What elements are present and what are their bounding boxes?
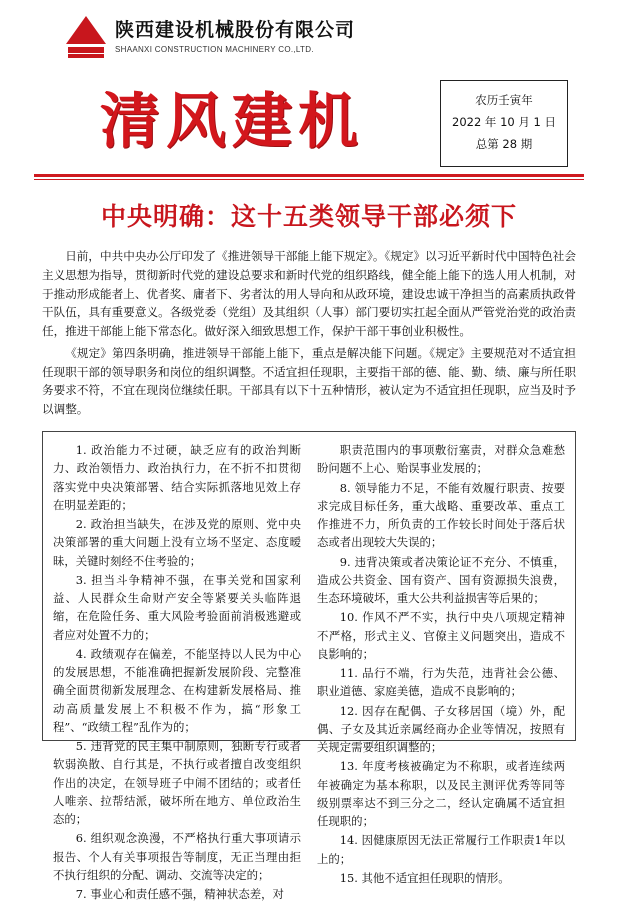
issue-date: 2022 年 10 月 1 日: [452, 114, 556, 129]
provision-item: 2. 政治担当缺失，在涉及党的原则、党中央决策部署的重大问题上没有立场不坚定、态度暧昧，关键时刻经不住考验的；: [53, 517, 301, 568]
divider-thin: [34, 179, 584, 180]
provision-item: 7. 事业心和责任感不强，精神状态差，对: [75, 887, 284, 902]
provision-item: 13. 年度考核被确定为不称职，或者连续两年被确定为基本称职，以及民主测评优秀等同等级别票率达不到三分之二，经认定确属不适宜担任现职的；: [317, 759, 565, 829]
provisions-box: [42, 431, 576, 902]
provisions-left-column: [53, 441, 301, 902]
provision-item: 1. 政治能力不过硬，缺乏应有的政治判断力、政治领悟力、政治执行力，在不折不扣贯彻落实党中央决策部署、结合实际抓落地见效上存在明显差距的；: [53, 443, 301, 512]
lead-paragraph: 日前，中共中央办公厅印发了《推进领导干部能上能下规定》。《规定》以习近平新时代中国特色社会主义思想为指导，贯彻新时代党的建设总要求和新时代党的组织路线，健全能上能下的选人用人机制，对于推动形成能者上、优者奖、庸者下、劣者汰的用人导向和从政环境，建设忠诚干净担当的高素质执政骨干队伍，具有重要意义。各级党委（党组）及其组织（人事）部门要切实扛起全面从严管党治党的政治责任，推进干部能上能下常态化。做好深入细致思想工作，保护干部干事创业积极性。: [42, 249, 576, 339]
issue-info-box: [440, 80, 568, 167]
lead-paragraph: 《规定》第四条明确，推进领导干部能上能下，重点是解决能下问题。《规定》主要规范对不适宜担任现职干部的领导职务和岗位的组织调整。不适宜担任现职，主要指干部的德、能、勤、绩、廉与所任职务要求不符，不宜在现岗位继续任职。干部具有以下十五种情形，被认定为不适宜担任现职，应当及时予以调整。: [42, 345, 576, 417]
provision-item: 12. 因存在配偶、子女移居国（境）外，配偶、子女及其近亲属经商办企业等情况，按照有关规定需要组织调整的；: [317, 703, 565, 755]
provision-item: 15. 其他不适宜担任现职的情形。: [339, 870, 510, 885]
provisions-right-column: [317, 441, 565, 885]
page-title: 清风建机: [100, 87, 364, 157]
provision-item: 3. 担当斗争精神不强，在事关党和国家利益、人民群众生命财产安全等紧要关头临阵退缩，在危险任务、重大风险考验面前消极逃避或者应对处置不力的；: [53, 572, 301, 642]
provision-item: 6. 组织观念涣漫，不严格执行重大事项请示报告、个人有关事项报告等制度，无正当理由拒不执行组织的分配、调动、交流等决定的；: [53, 831, 301, 882]
provision-item: 5. 违背党的民主集中制原则，独断专行或者软弱涣散、自行其是，不执行或者擅自改变组织作出的决定，在领导班子中闹不团结的；或者任人唯亲、拉帮结派，破坏所在地方、单位政治生态的；: [53, 739, 301, 827]
provision-item-continued: 职责范围内的事项敷衍塞责，对群众急难愁盼问题不上心、贻误事业发展的；: [317, 443, 565, 476]
provision-item: 9. 违背决策或者决策论证不充分、不慎重，造成公共资金、国有资产、国有资源损失浪费，生态环境破坏，重大公共利益损害等后果的；: [317, 554, 565, 606]
article-headline: 中央明确：这十五类领导干部必须下: [100, 202, 517, 231]
title-row: [28, 72, 590, 168]
provision-item: 11. 品行不端，行为失范，违背社会公德、职业道德、家庭美德，造成不良影响的；: [317, 666, 565, 699]
company-name-en: SHAANXI CONSTRUCTION MACHINERY CO.,LTD.: [115, 44, 314, 54]
divider-rules: [28, 174, 590, 180]
provision-item: 14. 因健康原因无法正常履行工作职责1年以上的；: [317, 833, 565, 866]
article-lead: [28, 247, 590, 419]
company-name-block: [115, 20, 355, 54]
issue-number: 总第 28 期: [475, 136, 533, 151]
divider-thick: [34, 174, 584, 177]
issue-lunar-date: 农历壬寅年: [475, 93, 533, 107]
company-name-cn: 陕西建设机械股份有限公司: [115, 19, 356, 42]
provision-item: 4. 政绩观存在偏差，不能坚持以人民为中心的发展思想，不能准确把握新发展阶段、完整准确全面贯彻新发展理念、在构建新发展格局、推动高质量发展上不积极不作为，搞“形象工程”、“政绩工程”乱作为的；: [53, 646, 301, 734]
provision-item: 8. 领导能力不足，不能有效履行职责、按要求完成目标任务，重大战略、重要改革、重点工作推进不力，所负责的工作较长时间处于落后状态或者出现较大失误的；: [317, 480, 565, 550]
masthead: [28, 0, 590, 58]
provision-item: 10. 作风不严不实，执行中央八项规定精神不严格，形式主义、官僚主义问题突出，造成不良影响的；: [317, 610, 565, 661]
red-triangle-logo-icon: [66, 16, 106, 58]
